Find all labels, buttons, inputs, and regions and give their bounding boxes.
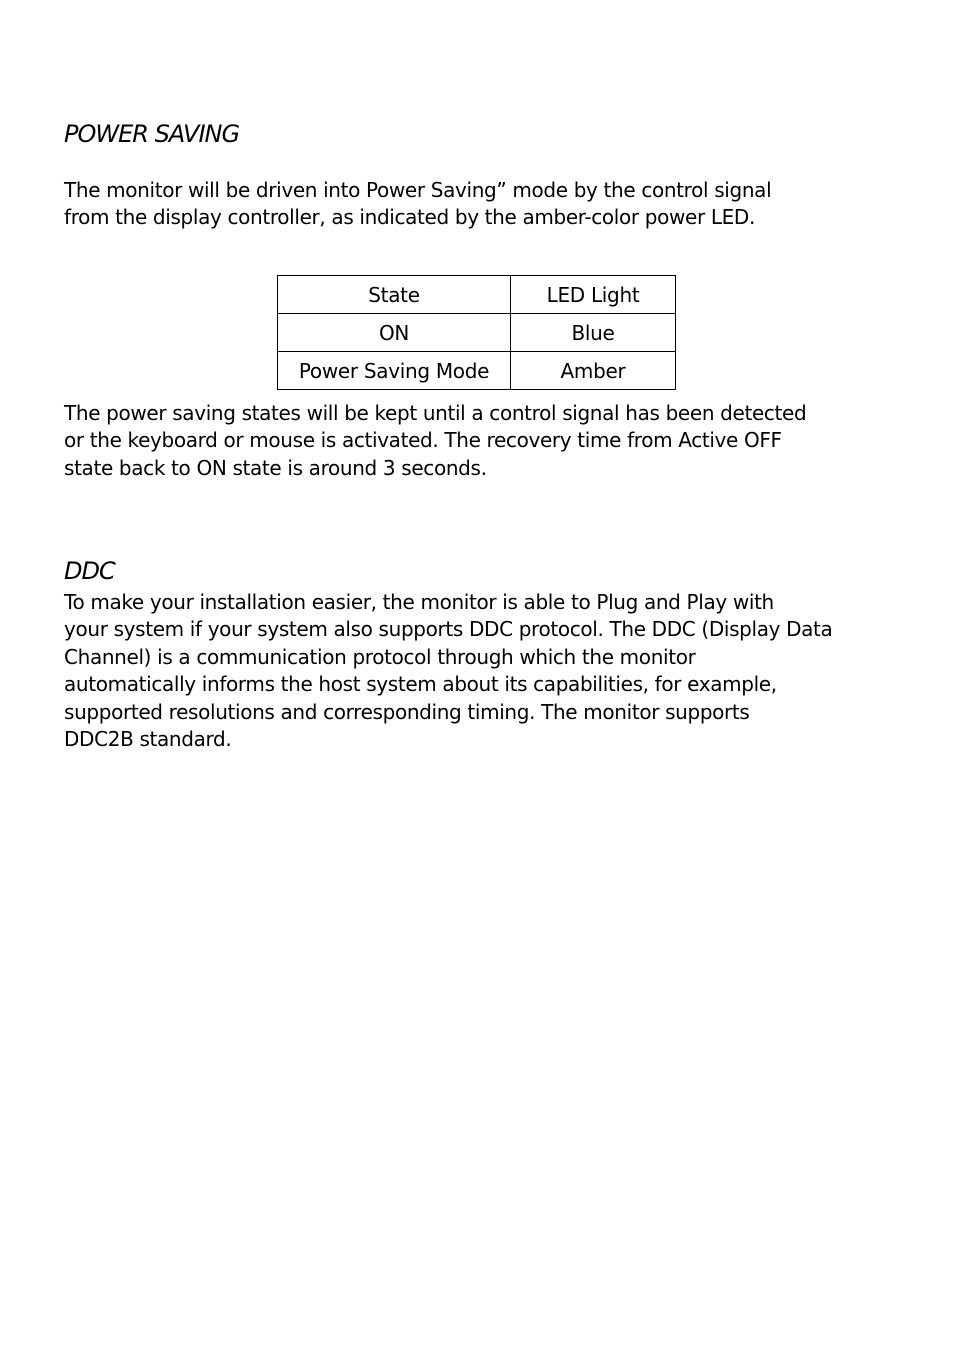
paragraph-line: The power saving states will be kept until a control signal has been detected	[64, 401, 807, 425]
paragraph-line: from the display controller, as indicated by the amber-color power LED.	[64, 205, 755, 230]
table-cell-state: Power Saving Mode	[278, 352, 511, 390]
table-header-led-light: LED Light	[511, 276, 676, 314]
paragraph-line: DDC2B standard.	[64, 727, 232, 752]
paragraph-line: state back to ON state is around 3 seconds.	[64, 455, 487, 480]
ddc-heading: DDC	[64, 557, 115, 585]
table-cell-state: ON	[278, 314, 511, 352]
table-header-row	[278, 276, 676, 314]
table-row	[278, 314, 676, 352]
paragraph-line: your system if your system also supports DDC protocol. The DDC (Display Data	[64, 617, 833, 642]
power-saving-heading: POWER SAVING	[64, 120, 240, 148]
power-saving-intro-paragraph	[64, 177, 894, 232]
table-cell-led-light: Blue	[511, 314, 676, 352]
paragraph-line: The monitor will be driven into Power Saving” mode by the control signal	[64, 178, 772, 202]
table-header-state: State	[278, 276, 511, 314]
paragraph-line: To make your installation easier, the monitor is able to Plug and Play with	[64, 590, 774, 614]
paragraph-line: Channel) is a communication protocol through which the monitor	[64, 644, 696, 669]
paragraph-line: automatically informs the host system about its capabilities, for example,	[64, 672, 777, 697]
power-state-table	[277, 275, 676, 390]
table-row	[278, 352, 676, 390]
table-cell-led-light: Amber	[511, 352, 676, 390]
paragraph-line: or the keyboard or mouse is activated. The recovery time from Active OFF	[64, 428, 782, 453]
ddc-paragraph	[64, 589, 894, 753]
paragraph-line: supported resolutions and corresponding timing. The monitor supports	[64, 699, 750, 724]
power-saving-followup-paragraph	[64, 400, 894, 482]
